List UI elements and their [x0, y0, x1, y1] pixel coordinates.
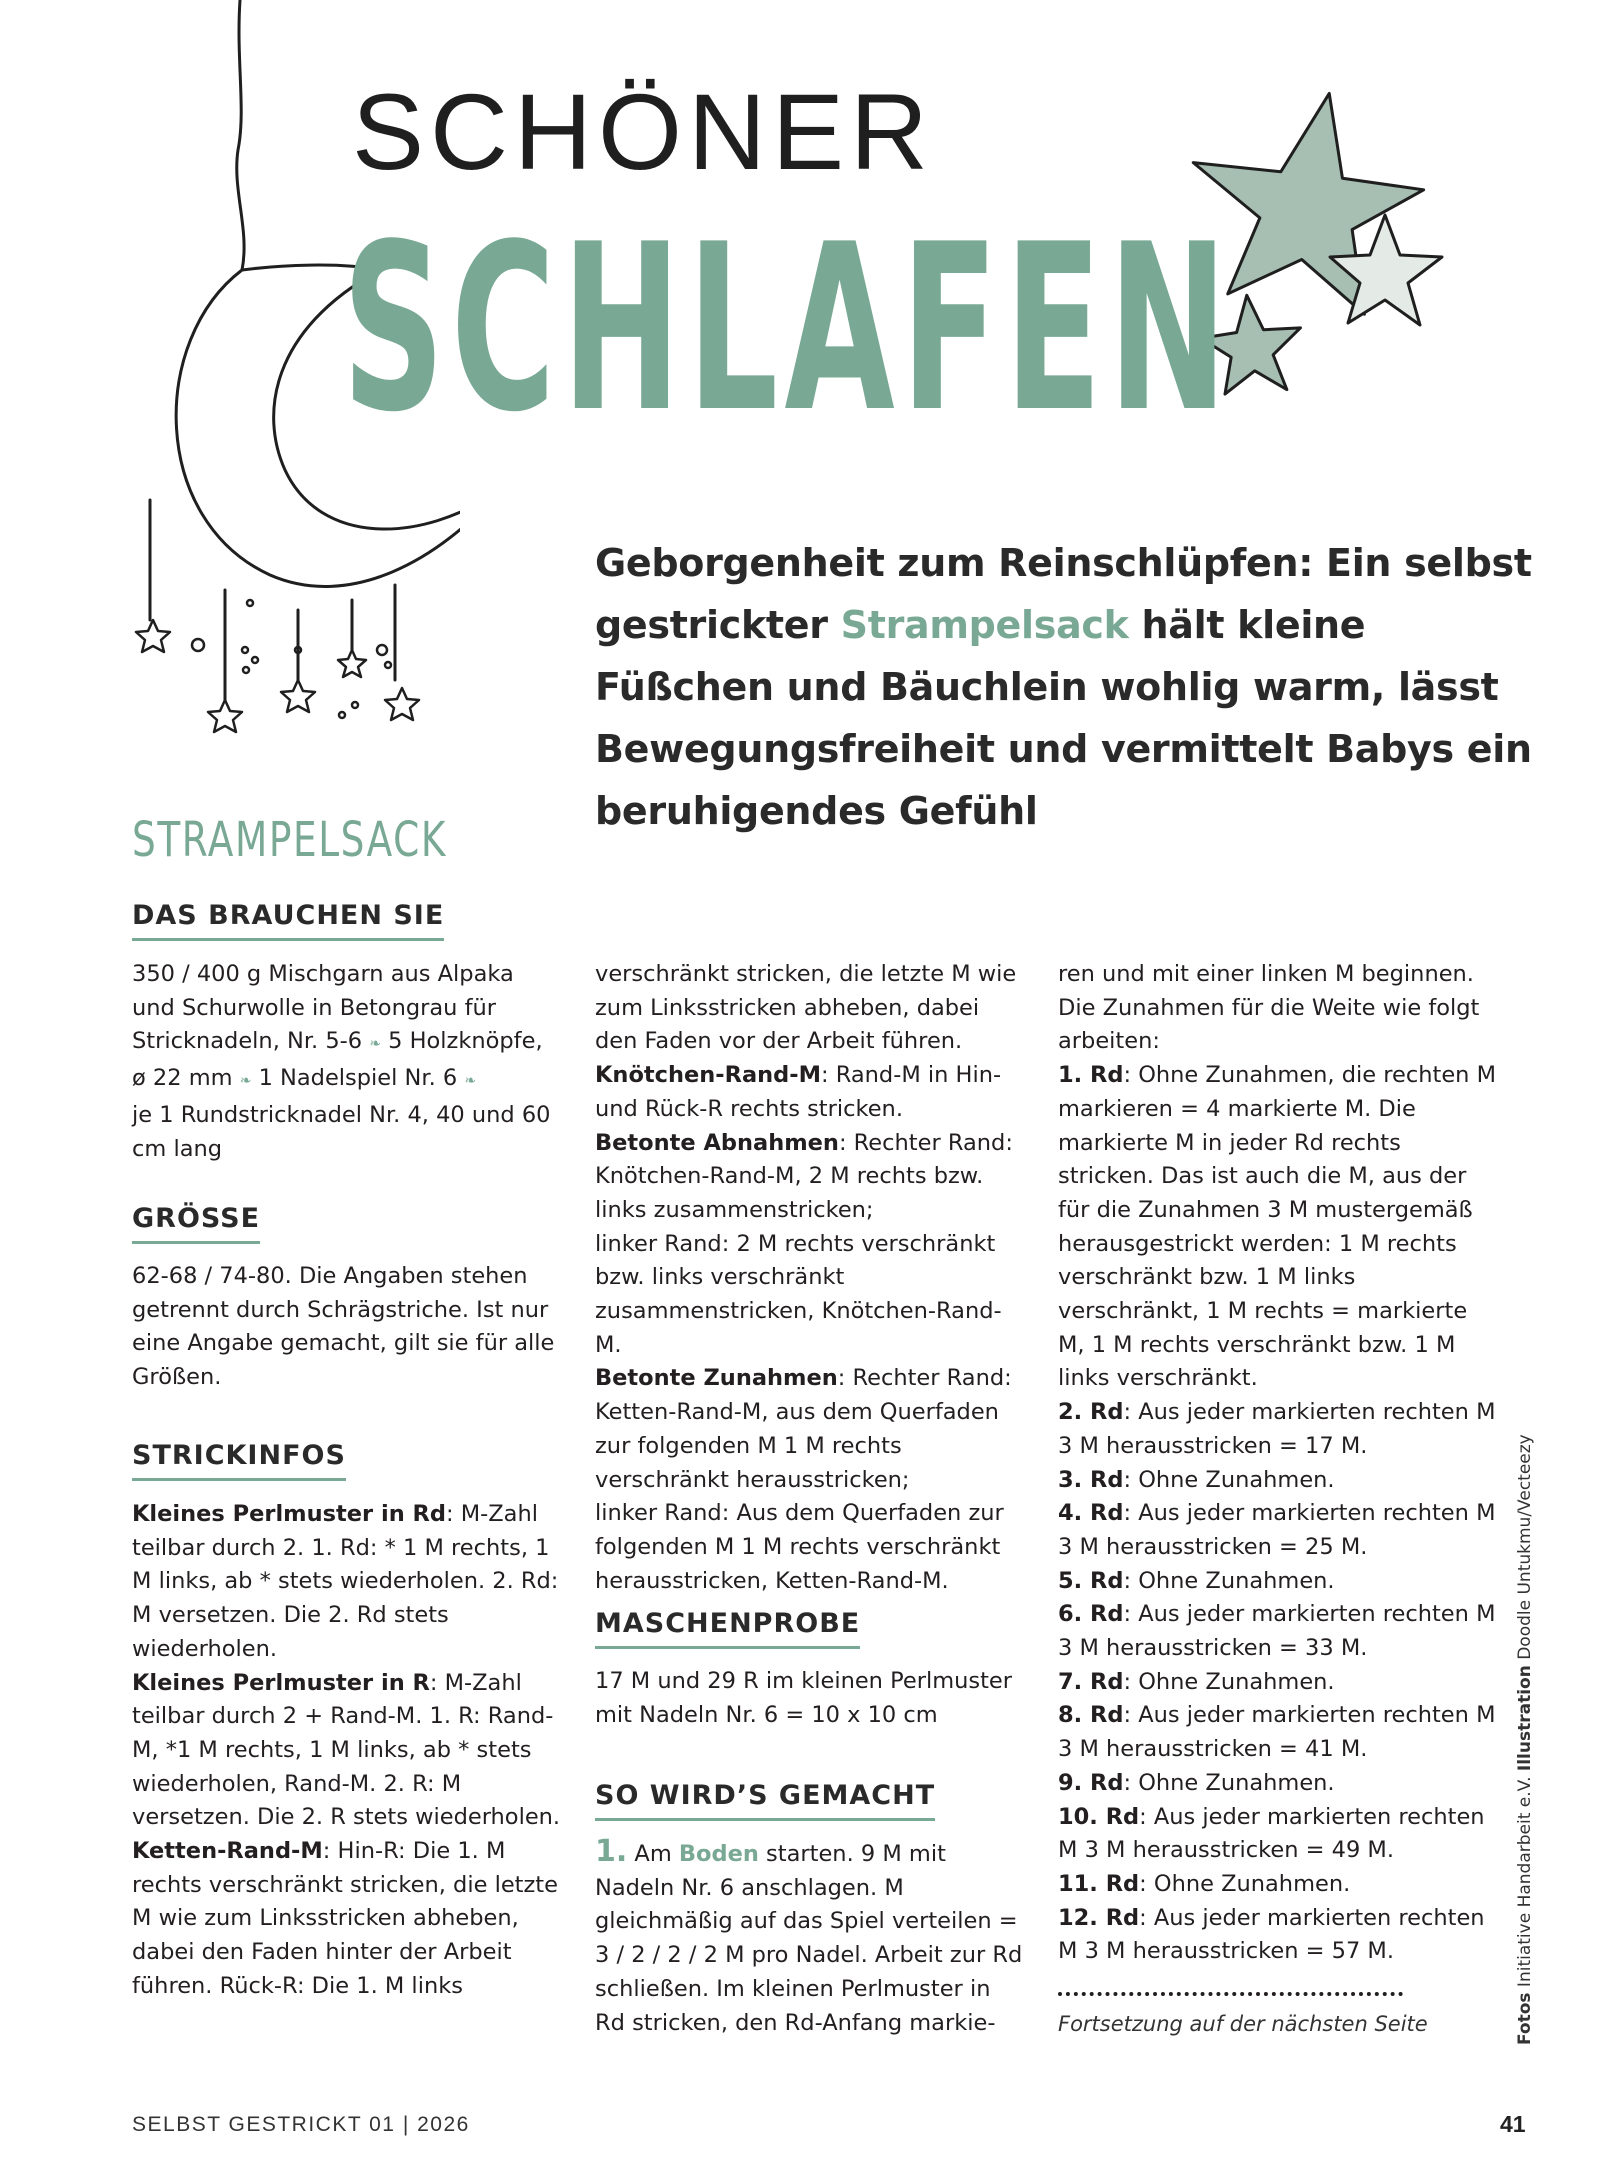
col2-text [595, 958, 1025, 1598]
leaf-bullet-icon: ❧ [464, 1073, 477, 1090]
round-label: 11. Rd [1058, 1870, 1140, 1897]
increase-label: Betonte Zunahmen [595, 1365, 838, 1392]
info-text-3: : Hin-R: Die 1. M rechts verschränkt stricken, die letzte M wie zum Linksstricken abheben, dabei den Faden hinter der Arbeit führen. Rück-R: Die 1. M links [132, 1838, 558, 1999]
credit-illustration-text: Doodle Untukmu/Vecteezy [1515, 1434, 1535, 1666]
col2-continuation: verschränkt stricken, die letzte M wie zum Linksstricken abheben, dabei den Faden vor der Arbeit führen. [595, 961, 1017, 1055]
star-small-icon [208, 700, 242, 732]
leaf-bullet-icon: ❧ [239, 1073, 252, 1090]
step-highlight: Boden [678, 1841, 759, 1867]
info-text [132, 1498, 562, 2004]
decrease-label: Betonte Abnahmen [595, 1129, 839, 1156]
page-number: 41 [1500, 2111, 1526, 2137]
increase-text-2: linker Rand: Aus dem Querfaden zur folgenden M 1 M rechts verschränkt herausstricken, Ketten-Rand-M. [595, 1500, 1004, 1594]
materials-buttons: 5 Holzknöpfe, ø 22 mm [132, 1028, 543, 1092]
star-small-icon [136, 620, 170, 652]
round-label: 10. Rd [1058, 1803, 1140, 1830]
round-text: : Ohne Zunahmen. [1123, 1567, 1335, 1594]
round-label: 7. Rd [1058, 1668, 1124, 1695]
step-text-a: Am [627, 1841, 679, 1867]
dotted-divider [1058, 1992, 1403, 1996]
footer-magazine: SELBST GESTRICKT 01 | 2026 [132, 2113, 470, 2136]
materials-circular: je 1 Rundstricknadel Nr. 4, 40 und 60 cm lang [132, 1101, 551, 1162]
info-label-2: Kleines Perlmuster in R [132, 1669, 430, 1696]
col3-intro: ren und mit einer linken M beginnen. Die Zunahmen für die Weite wie folgt arbeiten: [1058, 961, 1480, 1055]
credit-illustration-label: Illustration [1515, 1665, 1535, 1772]
star-small-icon [385, 688, 419, 720]
heading-materials: DAS BRAUCHEN SIE [132, 900, 444, 941]
round-label: 9. Rd [1058, 1769, 1124, 1796]
round-label: 3. Rd [1058, 1466, 1124, 1493]
materials-text [132, 958, 562, 1166]
heading-info: STRICKINFOS [132, 1440, 346, 1481]
title-top: SCHÖNER [352, 71, 935, 192]
round-text: : Ohne Zunahmen. [1123, 1769, 1335, 1796]
info-label-1: Kleines Perlmuster in Rd [132, 1501, 446, 1527]
step-text [595, 1835, 1025, 2040]
intro-part2: hält kleine Füßchen und Bäuchlein wohlig warm, lässt Bewegungsfreiheit und vermittelt Babys ein beruhigendes Gefühl [595, 603, 1532, 833]
knot-edge-text: : Rand-M in Hin- und Rück-R rechts stricken. [595, 1062, 1002, 1122]
credit-fotos-text: Initiative Handarbeit e.V. [1515, 1771, 1535, 1993]
credit-fotos-label: Fotos [1515, 1992, 1535, 2045]
info-label-3: Ketten-Rand-M [132, 1838, 323, 1865]
decrease-text-1: : Rechter Rand: Knötchen-Rand-M, 2 M rechts bzw. links zusammenstricken; [595, 1129, 1013, 1223]
round-text: : Aus jeder markierten rechten M 3 M herausstricken = 49 M. [1058, 1803, 1485, 1864]
materials-yarn: 350 / 400 g Mischgarn aus Alpaka und Schurwolle in Betongrau für Stricknadeln, Nr. 5-6 [132, 961, 514, 1055]
round-label: 12. Rd [1058, 1904, 1140, 1931]
leaf-bullet-icon: ❧ [369, 1036, 381, 1053]
continued-note: Fortsetzung auf der nächsten Seite [1058, 2012, 1428, 2036]
heading-how: SO WIRD’S GEMACHT [595, 1780, 935, 1821]
intro-part1: Geborgenheit zum Reinschlüpfen: Ein selbst gestrickter [595, 541, 1532, 647]
round-text: : Aus jeder markierten rechten M 3 M herausstricken = 25 M. [1058, 1500, 1496, 1560]
round-label: 1. Rd [1058, 1062, 1124, 1089]
gauge-text: 17 M und 29 R im kleinen Perlmuster mit Nadeln Nr. 6 = 10 x 10 cm [595, 1668, 1013, 1728]
round-text: : Ohne Zunahmen. [1139, 1870, 1351, 1897]
star-small-icon [281, 680, 315, 712]
round-label: 6. Rd [1058, 1601, 1124, 1628]
size-text: 62-68 / 74-80. Die Angaben stehen getrennt durch Schrägstriche. Ist nur eine Angabe gemacht, gilt sie für alle Größen. [132, 1263, 555, 1391]
round-label: 4. Rd [1058, 1500, 1124, 1527]
title-main: SCHLAFEN [342, 196, 1234, 463]
round-text: : Aus jeder markierten rechten M 3 M herausstricken = 33 M. [1058, 1601, 1496, 1662]
round-label: 8. Rd [1058, 1702, 1124, 1729]
round-text: : Aus jeder markierten rechten M 3 M herausstricken = 17 M. [1058, 1399, 1496, 1459]
col3-text [1058, 958, 1498, 1969]
section-title: STRAMPELSACK [132, 812, 447, 868]
step-number: 1. [595, 1834, 628, 1869]
round-text: : Ohne Zunahmen. [1123, 1668, 1335, 1695]
star-small-icon [338, 650, 366, 677]
heading-gauge: MASCHENPROBE [595, 1608, 860, 1649]
round-text: : Aus jeder markierten rechten M 3 M herausstricken = 41 M. [1058, 1702, 1496, 1763]
info-text-1: : M-Zahl teilbar durch 2. 1. Rd: * 1 M rechts, 1 M links, ab * stets wiederholen. 2. Rd: M versetzen. Die 2. Rd stets wiederholen. [132, 1501, 559, 1662]
round-text: : Ohne Zunahmen. [1123, 1466, 1335, 1493]
materials-needles: 1 Nadelspiel Nr. 6 [258, 1065, 458, 1092]
decrease-text-2: linker Rand: 2 M rechts verschränkt bzw. links verschränkt zusammenstricken, Knötchen-Rand-M. [595, 1230, 1002, 1358]
knot-edge-label: Knötchen-Rand-M [595, 1062, 821, 1089]
round-text: : Aus jeder markierten rechten M 3 M herausstricken = 57 M. [1058, 1904, 1485, 1965]
round-rows [1058, 1062, 1496, 1964]
intro-text [595, 532, 1555, 842]
step-text-b: starten. 9 M mit Nadeln Nr. 6 anschlagen. M gleichmäßig auf das Spiel verteilen = 3 / 2 / 2 / 2 M pro Nadel. Arbeit zur Rd schließen. Im kleinen Perlmuster in Rd stricken, den Rd-Anfang markie- [595, 1841, 1023, 2036]
photo-credit [1515, 1365, 1535, 2045]
heading-size: GRÖSSE [132, 1203, 260, 1244]
round-label: 2. Rd [1058, 1399, 1124, 1426]
increase-text-1: : Rechter Rand: Ketten-Rand-M, aus dem Querfaden zur folgenden M 1 M rechts verschränkt herausstricken; [595, 1365, 1012, 1493]
round-text: : Ohne Zunahmen, die rechten M markieren = 4 markierte M. Die markierte M in jeder Rd rechts stricken. Das ist auch die M, aus der für die Zunahmen 3 M mustergemäß herausgestrickt werden: 1 M rechts verschränkt bzw. 1 M links verschränkt, 1 M rechts = markierte M, 1 M rechts verschränkt bzw. 1 M links verschränkt. [1058, 1062, 1496, 1392]
intro-highlight: Strampelsack [840, 603, 1129, 647]
round-label: 5. Rd [1058, 1567, 1124, 1594]
info-text-2: : M-Zahl teilbar durch 2 + Rand-M. 1. R: Rand-M, *1 M rechts, 1 M links, ab * stets wiederholen, Rand-M. 2. R: M versetzen. Die 2. R stets wiederholen. [132, 1669, 561, 1831]
